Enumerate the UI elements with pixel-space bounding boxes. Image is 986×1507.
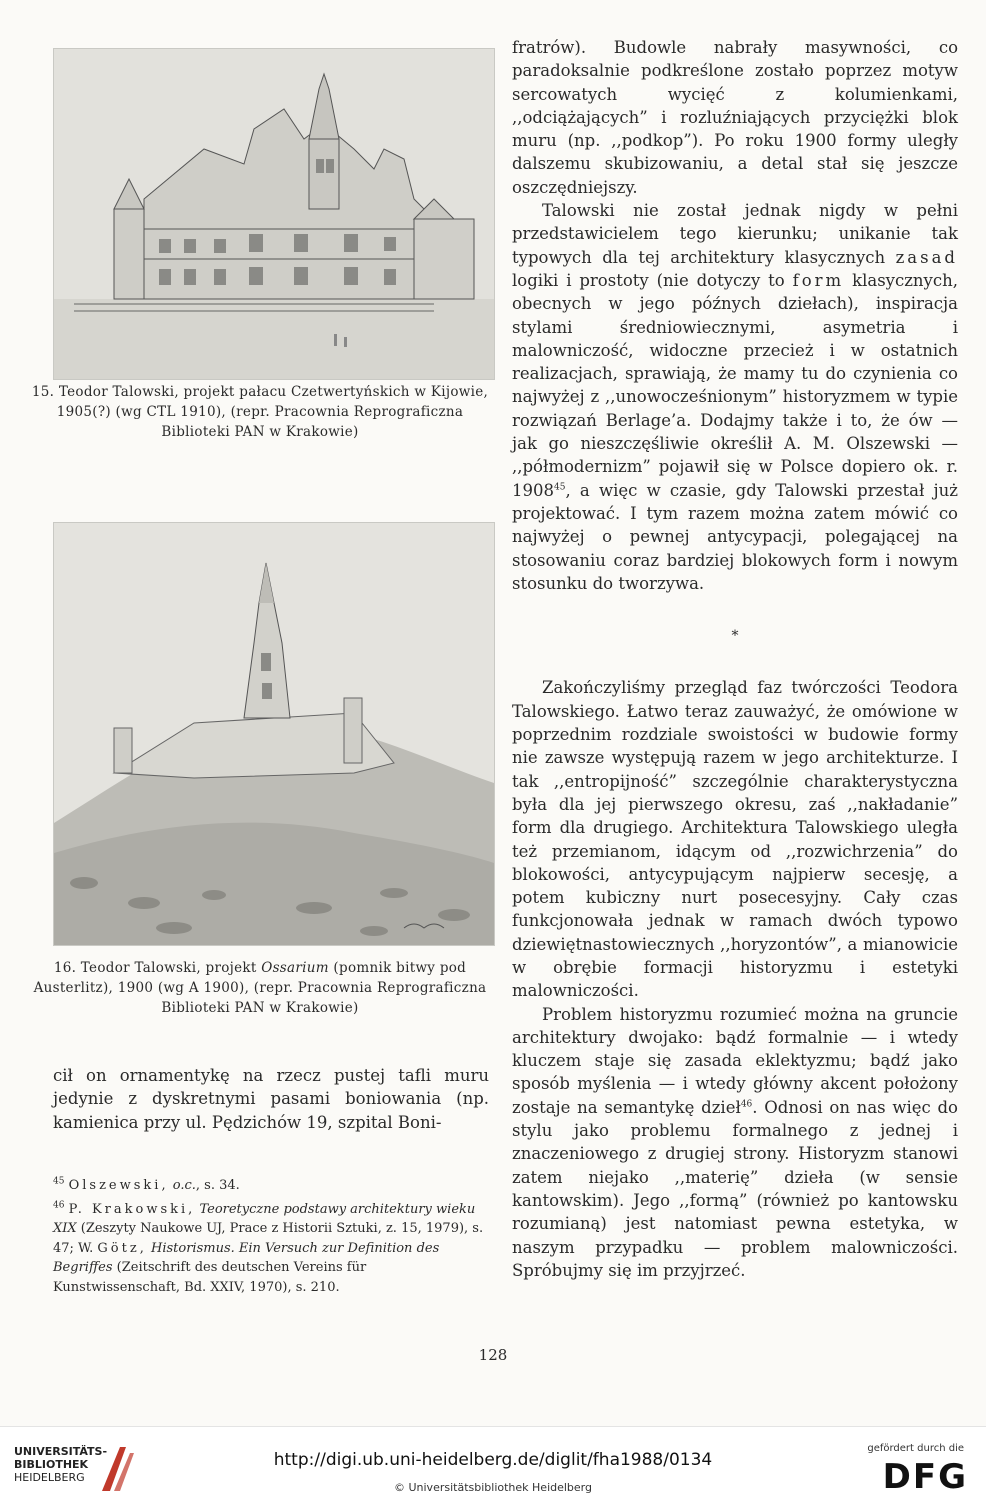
- left-text-column: [53, 1064, 489, 1134]
- spaced-emphasis: zasad: [895, 247, 958, 267]
- footnote-author: Olszewski,: [68, 1178, 169, 1193]
- footnote-title: Historismus. Ein Versuch zur Definition des Begriffes: [53, 1240, 440, 1275]
- footnote-author: P. Krakowski,: [68, 1201, 196, 1217]
- figure-16-caption-suffix: (pomnik bitwy pod Austerlitz), 1900 (wg A 1900), (repr. Pracownia Reprograficzna Biblioteki PAN w Krakowie): [33, 960, 487, 1016]
- ossarium-drawing-illustration: [54, 523, 494, 945]
- paragraph: fratrów). Budowle nabrały masywności, co paradoksalnie podkreślone zostało poprzez motyw sercowatych wycięć z kolumienkami, ,,odciążających” i rozluźniających przyciężki blok muru (np. ,,podkop”). Po roku 1900 formy uległy dalszemu skubizowaniu, a detal stał się jeszcze oszczędniejszy.: [512, 38, 958, 197]
- copyright-notice: © Universitätsbibliothek Heidelberg: [393, 1481, 592, 1494]
- footnote-ref-46[interactable]: 46: [740, 1099, 753, 1110]
- figure-16-caption-prefix: 16. Teodor Talowski, projekt: [53, 960, 262, 976]
- footnote-author: Götz,: [97, 1240, 147, 1256]
- footnote-text: (Zeszyty Naukowe UJ, Prace z Historii Sztuki, z. 15, 1979), s. 47; W.: [53, 1221, 484, 1256]
- library-name-line: HEIDELBERG: [14, 1471, 85, 1484]
- paragraph: cił on ornamentykę na rzecz pustej tafli muru jedynie z dyskretnymi pasami boniowania (np. kamienica przy ul. Pędzichów 19, szpital Boni-: [53, 1066, 489, 1132]
- footnote-number: 45: [53, 1176, 65, 1187]
- spaced-emphasis: form: [792, 270, 845, 290]
- figure-15-palace-drawing: [53, 48, 495, 380]
- text-run: . Odnosi on nas więc do stylu jako problemu formalnego z jednej i znaczeniowego z drugiej strony. Historyzm stanowi zatem niejako ,,materię” dzieła (w sensie kantowskim). Jego ,,formą” (również po kantowsku rozumianą) jest natomiast pewna estetyka, w naszym przypadku — problem malowniczości. Spróbujmy się im przyjrzeć.: [512, 1097, 958, 1280]
- library-name-line: UNIVERSITÄTS-: [14, 1445, 108, 1458]
- text-run: klasycznych, obecnych w jego późnych dziełach), inspiracja stylami średniowiecznymi, asymetria i malowniczość, widoczne przecież i w ostatnich realizacjach, sprawiają, że mamy tu do czynienia co najwyżej z ,,unowocześnionym” historyzmem w typie rozwiązań Berlage’a. Dodajmy także i to, że ów — jak go nieszczęśliwie określił A. M. Olszewski — ,,półmodernizm” pojawił się w Polsce dopiero ok. r. 1908: [512, 270, 958, 500]
- text-run: Talowski nie został jednak nigdy w pełni przedstawicielem tego kierunku; unikanie tak typowych dla tej architektury klasycznych: [512, 201, 958, 267]
- footnote-text: (Zeitschrift des deutschen Vereins für Kunstwissenschaft, Bd. XXIV, 1970), s. 210.: [53, 1260, 367, 1295]
- page-number: 128: [478, 1346, 508, 1364]
- footer-bar: [0, 1426, 986, 1507]
- right-text-column: [512, 36, 958, 1282]
- funding-label: gefördert durch die: [867, 1443, 964, 1454]
- footnote-title: Teoretyczne podstawy architektury wieku XIX: [53, 1201, 476, 1236]
- library-name-line: BIBLIOTHEK: [14, 1458, 89, 1471]
- section-separator: *: [731, 628, 739, 645]
- figure-16-caption: [30, 958, 490, 1018]
- paragraph: [512, 199, 958, 595]
- footnote-number: 46: [53, 1200, 65, 1211]
- footnote-text: , s. 34.: [195, 1178, 240, 1193]
- dfg-logo[interactable]: DFG: [882, 1457, 968, 1497]
- palace-drawing-illustration: [54, 49, 494, 379]
- footnotes: [53, 1176, 489, 1301]
- text-run: Problem historyzmu rozumieć można na gruncie architektury dwojako: bądź formalnie — i wtedy kluczem staje się zasada eklektyzmu; bądź jako sposób myślenia — i wtedy główny akcent położony zostaje na semantykę dzieł: [512, 1004, 958, 1117]
- footnote-45: [53, 1176, 489, 1196]
- text-run: logiki i prostoty (nie dotyczy to: [512, 270, 793, 290]
- figure-16-ossarium-drawing: [53, 522, 495, 946]
- permalink-url[interactable]: http://digi.ub.uni-heidelberg.de/diglit/fha1988/0134: [273, 1450, 713, 1470]
- figure-16-caption-title: Ossarium: [261, 960, 329, 976]
- footnote-46: [53, 1200, 489, 1298]
- footnote-ref-abbrev: o.c.: [172, 1178, 196, 1193]
- text-run: , a więc w czasie, gdy Talowski przestał już projektować. I tym razem można zatem mówić co najwyżej o pewnej antycypacji, polegającej na stosowaniu coraz bardziej blokowych form i nowym stosunku do tworzywa.: [512, 480, 958, 593]
- figure-15-caption: 15. Teodor Talowski, projekt pałacu Czetwertyńskich w Kijowie, 1905(?) (wg CTL 1910), (repr. Pracownia Reprograficzna Biblioteki PAN w Krakowie): [31, 384, 489, 440]
- paragraph: [512, 1003, 958, 1283]
- paragraph: Zakończyliśmy przegląd faz twórczości Teodora Talowskiego. Łatwo teraz zauważyć, że omówione w poprzednim rozdziale swoistości w budowie formy nie zawsze występują razem w jego architekturze. I tak ,,entropijność” szczególnie charakterystyczna była dla jej pierwszego okresu, zaś ,,nakładanie” form dla drugiego. Architektura Talowskiego uległa też przemianom, idącym od ,,rozwichrzenia” do blokowości, antycypującym najpierw secesję, a potem kubiczny nurt posecesyjny. Cały czas funkcjonowała jednak w ramach dwóch typowo dziewiętnastowiecznych ,,horyzontów”, a mianowicie w obrębie formacji historyzmu i estetyki malowniczości.: [512, 678, 958, 1001]
- footnote-ref-45[interactable]: 45: [554, 482, 566, 493]
